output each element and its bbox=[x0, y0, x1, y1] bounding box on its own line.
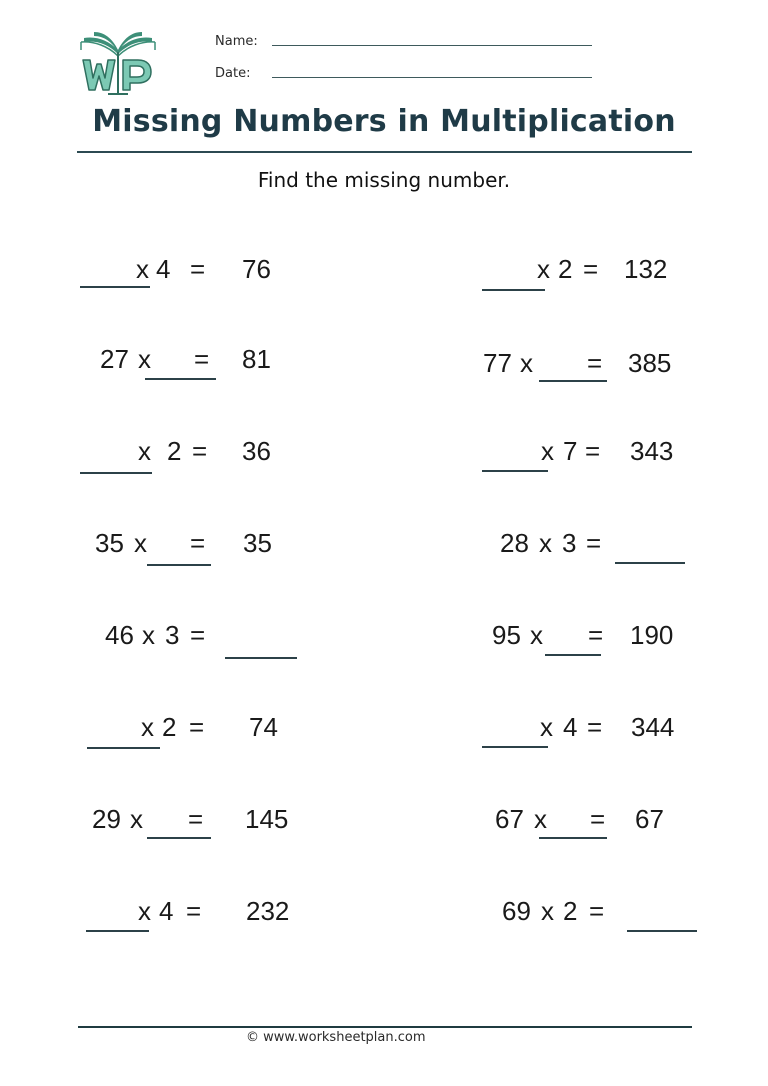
result: 81 bbox=[242, 344, 271, 374]
problem-right-8 bbox=[0, 896, 768, 936]
operand-b: 2 bbox=[167, 436, 182, 466]
times-sign: x bbox=[130, 804, 143, 834]
times-sign: x bbox=[541, 436, 554, 466]
times-sign: x bbox=[136, 254, 149, 284]
equals-sign: = bbox=[190, 254, 206, 284]
problem-right-4 bbox=[0, 528, 768, 568]
operand-b: 4 bbox=[156, 254, 171, 284]
equals-sign: = bbox=[192, 436, 208, 466]
equals-sign: = bbox=[194, 344, 210, 374]
result: 190 bbox=[630, 620, 674, 650]
date-label: Date: bbox=[215, 66, 251, 81]
equals-sign: = bbox=[588, 620, 604, 650]
name-label: Name: bbox=[215, 34, 258, 49]
copyright-icon: © bbox=[246, 1030, 259, 1045]
result: 385 bbox=[628, 348, 672, 378]
name-input-line[interactable] bbox=[272, 45, 592, 46]
operand-a: 35 bbox=[95, 528, 124, 558]
operand-b: 2 bbox=[558, 254, 573, 284]
equals-sign: = bbox=[190, 620, 206, 650]
times-sign: x bbox=[540, 712, 553, 742]
open-book-logo-icon bbox=[78, 28, 158, 98]
equals-sign: = bbox=[189, 712, 205, 742]
operand-b: 7 bbox=[563, 436, 578, 466]
equals-sign: = bbox=[587, 348, 603, 378]
times-sign: x bbox=[541, 896, 554, 926]
answer-blank[interactable] bbox=[539, 380, 607, 382]
instructions: Find the missing number. bbox=[257, 168, 511, 192]
result: 36 bbox=[242, 436, 271, 466]
footer bbox=[246, 1030, 426, 1045]
page-title: Missing Numbers in Multiplication bbox=[92, 104, 676, 139]
equals-sign: = bbox=[587, 712, 603, 742]
result: 67 bbox=[635, 804, 664, 834]
times-sign: x bbox=[138, 344, 151, 374]
operand-b: 4 bbox=[159, 896, 174, 926]
operand-a: 95 bbox=[492, 620, 521, 650]
times-sign: x bbox=[138, 436, 151, 466]
operand-a: 27 bbox=[100, 344, 129, 374]
times-sign: x bbox=[537, 254, 550, 284]
equals-sign: = bbox=[190, 528, 206, 558]
equals-sign: = bbox=[589, 896, 605, 926]
date-input-line[interactable] bbox=[272, 77, 592, 78]
operand-a: 67 bbox=[495, 804, 524, 834]
operand-a: 69 bbox=[502, 896, 531, 926]
times-sign: x bbox=[142, 620, 155, 650]
answer-blank[interactable] bbox=[482, 746, 548, 748]
answer-blank[interactable] bbox=[545, 654, 601, 656]
result: 232 bbox=[246, 896, 290, 926]
times-sign: x bbox=[534, 804, 547, 834]
equals-sign: = bbox=[590, 804, 606, 834]
times-sign: x bbox=[530, 620, 543, 650]
equals-sign: = bbox=[585, 436, 601, 466]
answer-blank[interactable] bbox=[482, 289, 545, 291]
result: 132 bbox=[624, 254, 668, 284]
answer-blank[interactable] bbox=[627, 930, 697, 932]
result: 344 bbox=[631, 712, 675, 742]
problem-right-7 bbox=[0, 804, 768, 844]
operand-b: 2 bbox=[563, 896, 578, 926]
answer-blank[interactable] bbox=[539, 837, 607, 839]
footer-url[interactable]: www.worksheetplan.com bbox=[263, 1030, 426, 1045]
equals-sign: = bbox=[186, 896, 202, 926]
title-divider bbox=[77, 151, 692, 153]
equals-sign: = bbox=[583, 254, 599, 284]
times-sign: x bbox=[539, 528, 552, 558]
operand-a: 77 bbox=[483, 348, 512, 378]
problem-right-3 bbox=[0, 436, 768, 476]
result: 35 bbox=[243, 528, 272, 558]
answer-blank[interactable] bbox=[615, 562, 685, 564]
problem-right-6 bbox=[0, 712, 768, 752]
result: 343 bbox=[630, 436, 674, 466]
equals-sign: = bbox=[188, 804, 204, 834]
result: 76 bbox=[242, 254, 271, 284]
times-sign: x bbox=[520, 348, 533, 378]
operand-b: 3 bbox=[562, 528, 577, 558]
times-sign: x bbox=[138, 896, 151, 926]
times-sign: x bbox=[141, 712, 154, 742]
operand-b: 2 bbox=[162, 712, 177, 742]
answer-blank[interactable] bbox=[482, 470, 548, 472]
result: 145 bbox=[245, 804, 289, 834]
problem-right-2 bbox=[0, 348, 768, 388]
result: 74 bbox=[249, 712, 278, 742]
operand-b: 4 bbox=[563, 712, 578, 742]
equals-sign: = bbox=[586, 528, 602, 558]
times-sign: x bbox=[134, 528, 147, 558]
footer-divider bbox=[78, 1026, 692, 1028]
problem-right-5 bbox=[0, 620, 768, 660]
operand-a: 28 bbox=[500, 528, 529, 558]
worksheetplan-logo bbox=[78, 28, 158, 98]
operand-a: 46 bbox=[105, 620, 134, 650]
operand-a: 29 bbox=[92, 804, 121, 834]
operand-b: 3 bbox=[165, 620, 180, 650]
problem-right-1 bbox=[0, 254, 768, 294]
